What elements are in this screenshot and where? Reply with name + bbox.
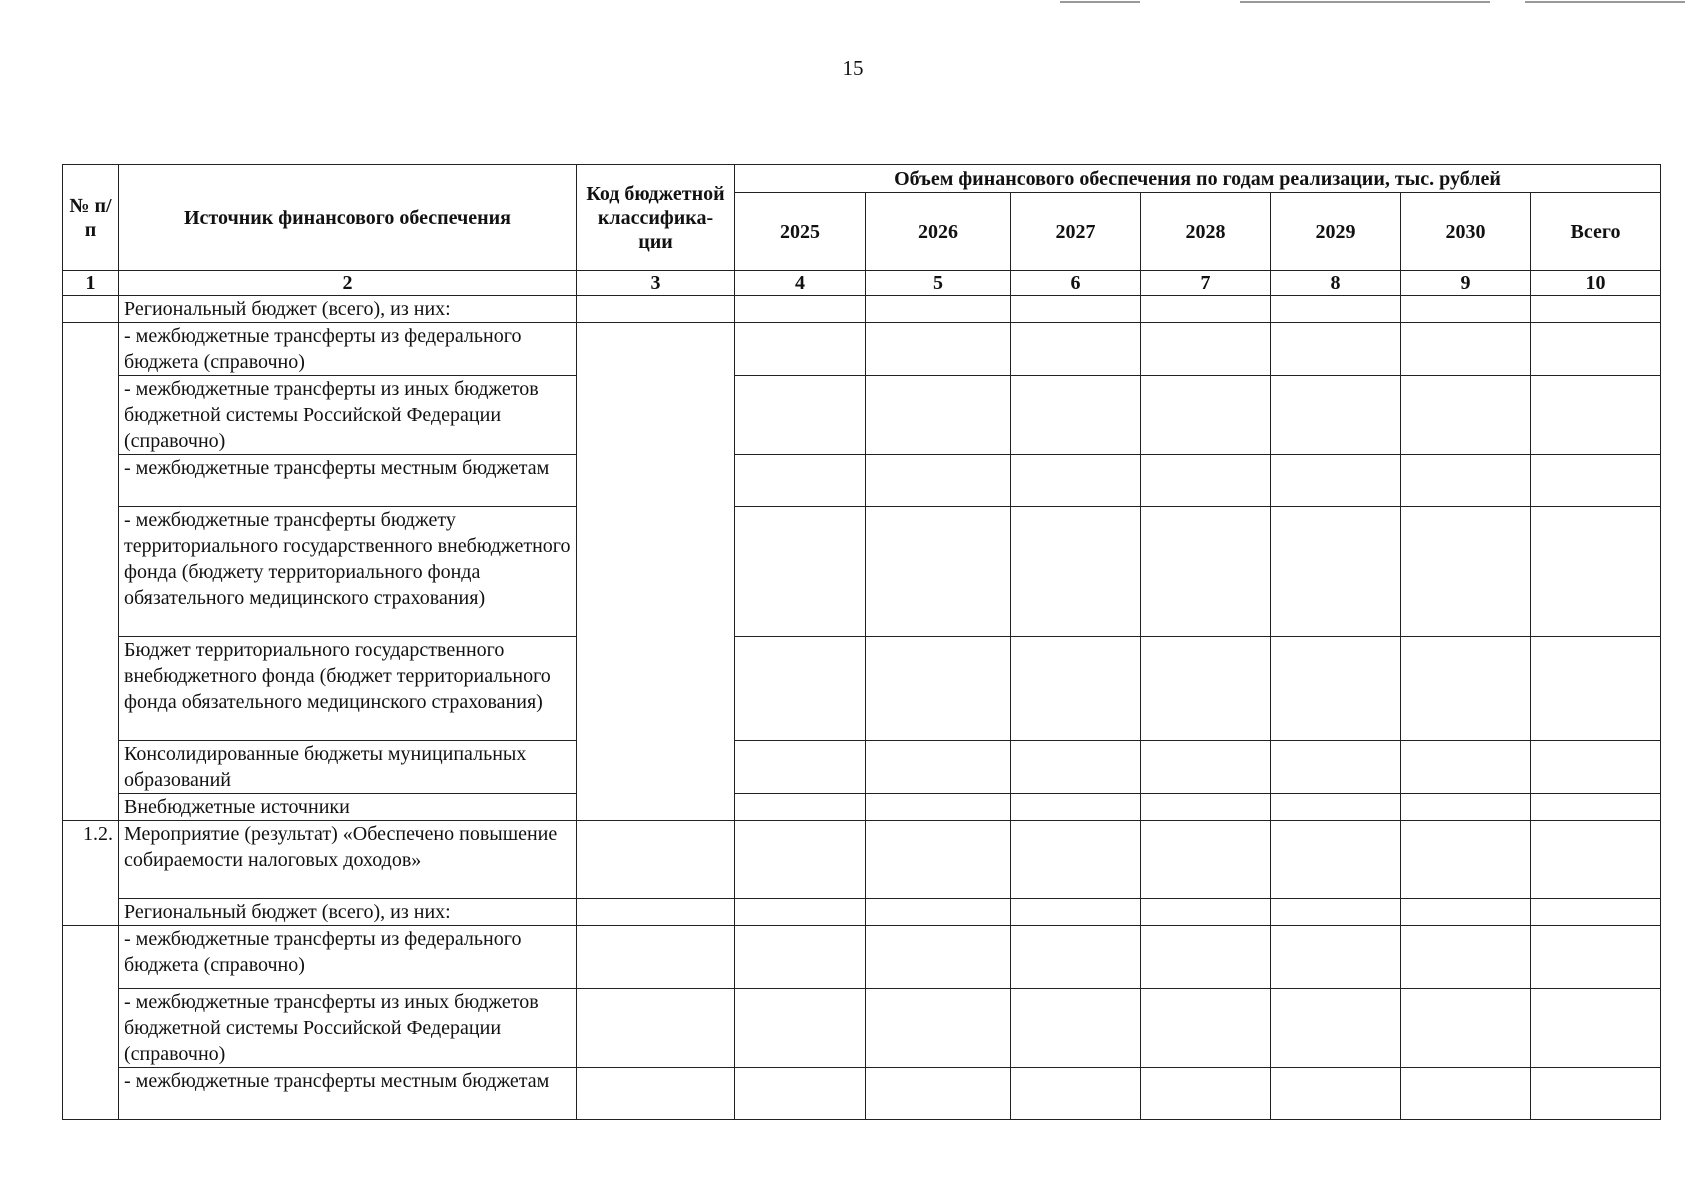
top-scan-rule <box>1240 1 1490 3</box>
value-cell <box>1141 323 1271 376</box>
value-cell <box>866 376 1011 455</box>
code-cell <box>577 899 735 926</box>
value-cell <box>735 741 866 794</box>
value-cell <box>735 926 866 989</box>
value-cell <box>735 821 866 899</box>
value-cell <box>866 1068 1011 1120</box>
code-cell <box>577 1068 735 1120</box>
header-year: 2027 <box>1011 193 1141 271</box>
column-number: 9 <box>1401 271 1531 296</box>
table-row <box>63 637 1661 741</box>
value-cell <box>1141 741 1271 794</box>
value-cell <box>1011 899 1141 926</box>
value-cell <box>1531 455 1661 507</box>
value-cell <box>866 741 1011 794</box>
header-year: 2026 <box>866 193 1011 271</box>
value-cell <box>1271 926 1401 989</box>
value-cell <box>1271 1068 1401 1120</box>
top-scan-rule <box>1060 1 1140 3</box>
header-year: 2025 <box>735 193 866 271</box>
row-number: 1.2. <box>63 821 119 926</box>
value-cell <box>1271 821 1401 899</box>
top-scan-rule <box>1525 1 1685 3</box>
value-cell <box>1011 821 1141 899</box>
value-cell <box>1271 455 1401 507</box>
value-cell <box>1141 455 1271 507</box>
value-cell <box>735 376 866 455</box>
row-number <box>63 926 119 1120</box>
value-cell <box>866 637 1011 741</box>
value-cell <box>1271 323 1401 376</box>
source-cell: - межбюджетные трансферты из иных бюджетов бюджетной системы Российской Федерации (справочно) <box>119 989 577 1068</box>
value-cell <box>1531 637 1661 741</box>
value-cell <box>1271 989 1401 1068</box>
value-cell <box>866 296 1011 323</box>
value-cell <box>866 507 1011 637</box>
value-cell <box>1141 507 1271 637</box>
header-source: Источник финансового обеспечения <box>119 165 577 271</box>
value-cell <box>735 323 866 376</box>
value-cell <box>1401 296 1531 323</box>
value-cell <box>1401 821 1531 899</box>
table-row <box>63 989 1661 1068</box>
value-cell <box>1011 794 1141 821</box>
value-cell <box>1531 794 1661 821</box>
source-cell: Региональный бюджет (всего), из них: <box>119 899 577 926</box>
value-cell <box>735 989 866 1068</box>
table-row <box>63 376 1661 455</box>
column-number: 1 <box>63 271 119 296</box>
code-cell <box>577 926 735 989</box>
row-number <box>63 323 119 821</box>
value-cell <box>1011 637 1141 741</box>
value-cell <box>1141 899 1271 926</box>
table-row <box>63 296 1661 323</box>
value-cell <box>1531 926 1661 989</box>
value-cell <box>1141 989 1271 1068</box>
header-financing-volume: Объем финансового обеспечения по годам реализации, тыс. рублей <box>735 165 1661 193</box>
value-cell <box>1401 323 1531 376</box>
value-cell <box>1401 989 1531 1068</box>
table-row <box>63 1068 1661 1120</box>
table-row <box>63 323 1661 376</box>
code-cell <box>577 323 735 821</box>
header-year: 2028 <box>1141 193 1271 271</box>
table-row <box>63 507 1661 637</box>
value-cell <box>866 455 1011 507</box>
row-number <box>63 296 119 323</box>
source-cell: - межбюджетные трансферты из иных бюджетов бюджетной системы Российской Федерации (справочно) <box>119 376 577 455</box>
header-year: 2029 <box>1271 193 1401 271</box>
header-total: Всего <box>1531 193 1661 271</box>
value-cell <box>866 821 1011 899</box>
value-cell <box>866 323 1011 376</box>
value-cell <box>1141 926 1271 989</box>
value-cell <box>1011 376 1141 455</box>
value-cell <box>1531 989 1661 1068</box>
value-cell <box>1401 926 1531 989</box>
table-row <box>63 455 1661 507</box>
value-cell <box>1401 1068 1531 1120</box>
value-cell <box>1141 821 1271 899</box>
value-cell <box>1271 296 1401 323</box>
value-cell <box>1141 1068 1271 1120</box>
financing-table <box>62 164 1661 1120</box>
value-cell <box>735 1068 866 1120</box>
value-cell <box>1271 637 1401 741</box>
table-row <box>63 899 1661 926</box>
value-cell <box>1141 296 1271 323</box>
source-cell: - межбюджетные трансферты местным бюджетам <box>119 1068 577 1120</box>
column-number: 10 <box>1531 271 1661 296</box>
value-cell <box>866 899 1011 926</box>
code-cell <box>577 989 735 1068</box>
value-cell <box>1531 296 1661 323</box>
value-cell <box>1531 376 1661 455</box>
code-cell <box>577 821 735 899</box>
value-cell <box>1011 989 1141 1068</box>
column-number: 5 <box>866 271 1011 296</box>
value-cell <box>1271 507 1401 637</box>
page-number: 15 <box>842 56 864 80</box>
value-cell <box>1141 637 1271 741</box>
source-cell: - межбюджетные трансферты из федерального бюджета (справочно) <box>119 323 577 376</box>
value-cell <box>1401 741 1531 794</box>
header-budget-code: Код бюджетной классифика- ции <box>577 165 735 271</box>
source-cell: - межбюджетные трансферты из федерального бюджета (справочно) <box>119 926 577 989</box>
table-row <box>63 794 1661 821</box>
value-cell <box>1401 794 1531 821</box>
value-cell <box>1271 741 1401 794</box>
table-row <box>63 741 1661 794</box>
value-cell <box>1531 1068 1661 1120</box>
value-cell <box>735 637 866 741</box>
value-cell <box>1401 637 1531 741</box>
value-cell <box>866 794 1011 821</box>
value-cell <box>1401 455 1531 507</box>
value-cell <box>1141 794 1271 821</box>
value-cell <box>1401 899 1531 926</box>
column-number: 2 <box>119 271 577 296</box>
value-cell <box>735 899 866 926</box>
header-no: № п/п <box>63 165 119 271</box>
value-cell <box>866 926 1011 989</box>
source-cell: Бюджет территориального государственного внебюджетного фонда (бюджет территориального фонда обязательного медицинского страхования) <box>119 637 577 741</box>
value-cell <box>1531 821 1661 899</box>
value-cell <box>1401 507 1531 637</box>
value-cell <box>1401 376 1531 455</box>
source-cell: - межбюджетные трансферты бюджету территориального государственного внебюджетного фонда (бюджету территориального фонда обязательного медицинского страхования) <box>119 507 577 637</box>
value-cell <box>1011 741 1141 794</box>
value-cell <box>735 507 866 637</box>
column-number: 8 <box>1271 271 1401 296</box>
column-number: 3 <box>577 271 735 296</box>
column-number: 6 <box>1011 271 1141 296</box>
value-cell <box>1011 323 1141 376</box>
value-cell <box>735 296 866 323</box>
value-cell <box>1011 507 1141 637</box>
value-cell <box>1531 323 1661 376</box>
source-cell: Внебюджетные источники <box>119 794 577 821</box>
code-cell <box>577 296 735 323</box>
column-number: 4 <box>735 271 866 296</box>
value-cell <box>1271 899 1401 926</box>
table-row <box>63 926 1661 989</box>
value-cell <box>1141 376 1271 455</box>
value-cell <box>866 989 1011 1068</box>
value-cell <box>1011 926 1141 989</box>
column-number: 7 <box>1141 271 1271 296</box>
value-cell <box>735 794 866 821</box>
value-cell <box>735 455 866 507</box>
header-year: 2030 <box>1401 193 1531 271</box>
value-cell <box>1271 794 1401 821</box>
value-cell <box>1531 507 1661 637</box>
value-cell <box>1271 376 1401 455</box>
source-cell: Региональный бюджет (всего), из них: <box>119 296 577 323</box>
table-row <box>63 821 1661 899</box>
value-cell <box>1011 1068 1141 1120</box>
value-cell <box>1531 899 1661 926</box>
source-cell: Консолидированные бюджеты муниципальных образований <box>119 741 577 794</box>
source-cell: - межбюджетные трансферты местным бюджетам <box>119 455 577 507</box>
value-cell <box>1531 741 1661 794</box>
source-cell: Мероприятие (результат) «Обеспечено повышение собираемости налоговых доходов» <box>119 821 577 899</box>
value-cell <box>1011 296 1141 323</box>
value-cell <box>1011 455 1141 507</box>
